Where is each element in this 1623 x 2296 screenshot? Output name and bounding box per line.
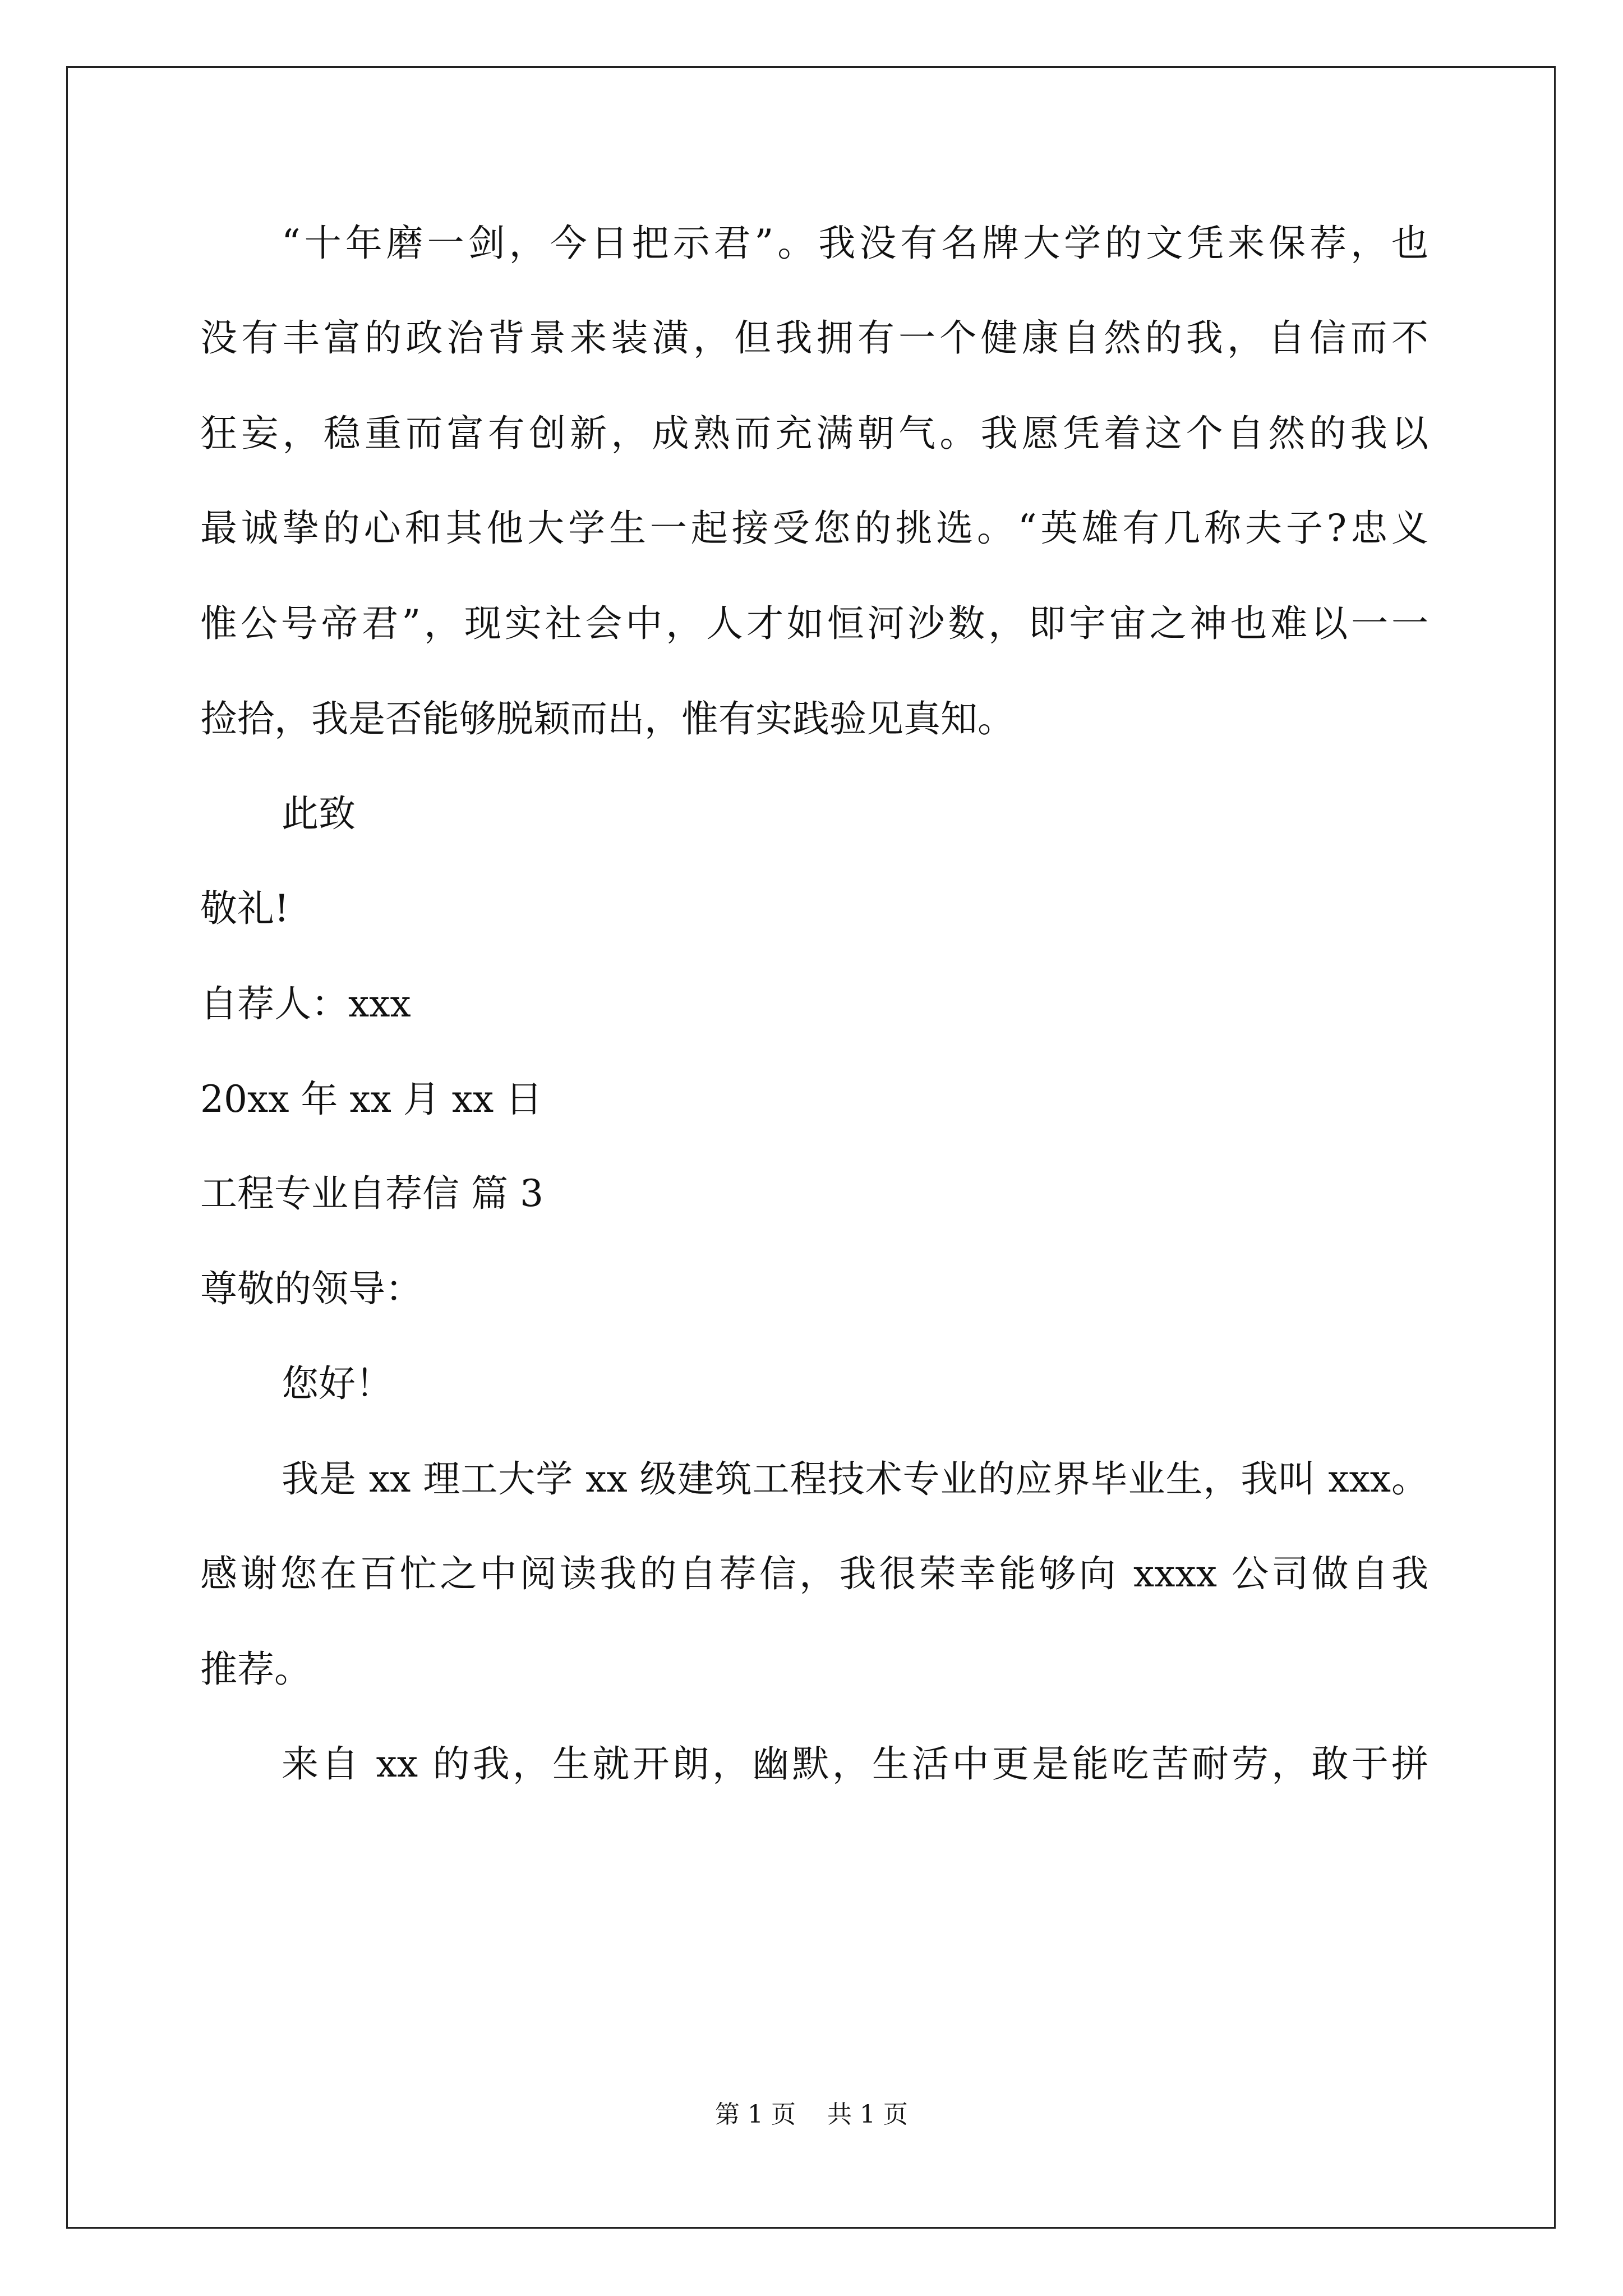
page-border: [66, 66, 1556, 2229]
paragraph-line: “十年磨一剑，今日把示君”。我没有名牌大学的文凭来保荐，也: [282, 222, 1428, 265]
paragraph-line: 来自 xx 的我，生就开朗，幽默，生活中更是能吃苦耐劳，敢于拼: [282, 1742, 1428, 1786]
paragraph-line: 捡拾，我是否能够脱颖而出，惟有实践验见真知。: [200, 697, 1015, 740]
closing-regards: 敬礼!: [200, 887, 289, 930]
paragraph-line: 最诚挚的心和其他大学生一起接受您的挑选。“英雄有几称夫子?忠义: [200, 507, 1428, 550]
paragraph-line: 推荐。: [200, 1648, 311, 1691]
signature-line: 自荐人：xxx: [200, 982, 411, 1025]
date-line: 20xx 年 xx 月 xx 日: [200, 1078, 543, 1121]
paragraph-line: 没有丰富的政治背景来装潢，但我拥有一个健康自然的我，自信而不: [200, 316, 1428, 360]
paragraph-line: 惟公号帝君”，现实社会中，人才如恒河沙数，即宇宙之神也难以一一: [200, 602, 1428, 645]
closing-salutation: 此致: [282, 792, 356, 835]
greeting: 您好！: [282, 1362, 393, 1405]
paragraph-line: 感谢您在百忙之中阅读我的自荐信，我很荣幸能够向 xxxx 公司做自我: [200, 1552, 1428, 1595]
paragraph-line: 狂妄，稳重而富有创新，成熟而充满朝气。我愿凭着这个自然的我以: [200, 412, 1428, 455]
paragraph-line: 我是 xx 理工大学 xx 级建筑工程技术专业的应界毕业生，我叫 xxx。: [282, 1457, 1428, 1501]
salutation: 尊敬的领导：: [200, 1267, 422, 1310]
section-heading: 工程专业自荐信 篇 3: [200, 1172, 543, 1215]
page-number-footer: 第 1 页 共 1 页: [715, 2100, 908, 2129]
